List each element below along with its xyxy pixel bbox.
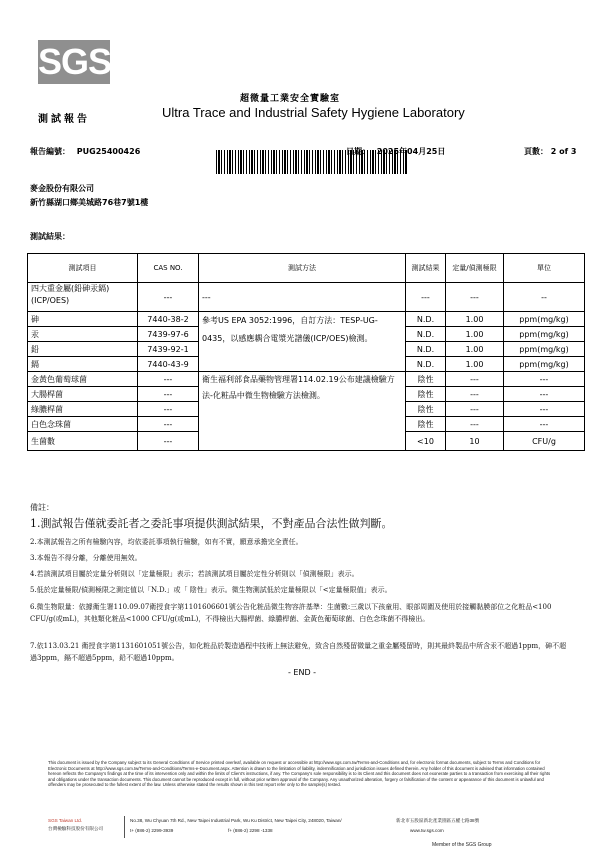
table-row	[28, 312, 585, 327]
cell-limit: ---	[446, 283, 504, 312]
cell-method-metals: 參考US EPA 3052:1996，自訂方法：TESP-UG-0435，以感應耦合電漿光譜儀(ICP/OES)檢測。	[199, 312, 406, 372]
table-header-row	[28, 254, 585, 283]
note-item: 4.若該測試項目屬於定量分析則以「定量極限」表示；若該測試項目屬於定性分析則以「偵測極限」表示。	[30, 570, 359, 578]
table-row	[28, 283, 585, 312]
cell-item: 砷	[28, 312, 138, 327]
report-number	[30, 146, 140, 157]
footer-phone: t+ (886-2) 2299-3939	[130, 828, 174, 833]
header-unit: 單位	[504, 254, 585, 283]
table-row	[28, 372, 585, 387]
cell-cas: 7439-92-1	[138, 342, 199, 357]
footer-member: Member of the SGS Group	[432, 842, 492, 848]
cell-item: 鎘	[28, 357, 138, 372]
cell-limit: 1.00	[446, 357, 504, 372]
cell-result: <10	[406, 432, 446, 451]
note-item: 7.依113.03.21 衛授食字第1131601051號公告，如化粧品於製造過程中技術上無法避免，致含自然殘留微量之重金屬殘留時，則其最終製品中所含汞不超過1ppm，砷不超過3ppm，鎘不超過5ppm，鉛不超過10ppm。	[30, 642, 567, 662]
page-number-label: 頁數：	[524, 147, 548, 156]
cell-cas: 7440-38-2	[138, 312, 199, 327]
header-cas: CAS NO.	[138, 254, 199, 283]
cell-result: 陰性	[406, 402, 446, 417]
cell-cas: ---	[138, 432, 199, 451]
cell-result: 陰性	[406, 372, 446, 387]
note-item: 1.測試報告僅就委託者之委託事項提供測試結果，不對產品合法性做判斷。	[30, 517, 393, 530]
cell-method: ---	[199, 283, 406, 312]
cell-cas: ---	[138, 387, 199, 402]
cell-item: 大腸桿菌	[28, 387, 138, 402]
cell-limit: 10	[446, 432, 504, 451]
cell-result: N.D.	[406, 327, 446, 342]
report-number-value: PUG25400426	[76, 147, 141, 156]
cell-cas: ---	[138, 372, 199, 387]
report-date-value: 2025年04月25日	[376, 147, 446, 156]
cell-unit: ---	[504, 387, 585, 402]
footer-company-en: SGS Taiwan Ltd.	[48, 818, 83, 823]
footer-web: www.tw.sgs.com	[410, 828, 444, 833]
cell-result: 陰性	[406, 387, 446, 402]
cell-result: ---	[406, 283, 446, 312]
cell-unit: ppm(mg/kg)	[504, 357, 585, 372]
cell-unit: ---	[504, 402, 585, 417]
cell-limit: 1.00	[446, 342, 504, 357]
report-number-label: 報告編號：	[30, 147, 70, 156]
cell-item: 汞	[28, 327, 138, 342]
footer-address-cn: 新北市五股區新北產業園區五權七路38號	[396, 818, 480, 823]
cell-method-micro: 衛生福利部食品藥物管理署114.02.19公布建議檢驗方法-化粧品中微生物檢驗方法檢測。	[199, 372, 406, 451]
note-item: 3.本報告不得分離，分離使用無效。	[30, 554, 142, 562]
cell-cas: 7439-97-6	[138, 327, 199, 342]
cell-item: 綠膿桿菌	[28, 402, 138, 417]
header-method: 測試方法	[199, 254, 406, 283]
cell-unit: ---	[504, 372, 585, 387]
client-address: 新竹縣湖口鄉美城路76巷7號1樓	[30, 198, 149, 207]
lab-name-en: Ultra Trace and Industrial Safety Hygiene Laboratory	[162, 105, 465, 120]
cell-limit: 1.00	[446, 312, 504, 327]
header-limit: 定量/偵測極限	[446, 254, 504, 283]
cell-cas: ---	[138, 283, 199, 312]
footer-fax: f+ (886-2) 2298 -1338	[228, 828, 273, 833]
cell-cas: 7440-43-9	[138, 357, 199, 372]
cell-result: N.D.	[406, 312, 446, 327]
cell-item: 四大重金屬(鉛砷汞鎘)(ICP/OES)	[28, 283, 138, 312]
cell-limit: ---	[446, 417, 504, 432]
cell-unit: ---	[504, 417, 585, 432]
cell-result: N.D.	[406, 342, 446, 357]
cell-cas: ---	[138, 417, 199, 432]
footer-disclaimer: This document is issued by the Company subject to its General Conditions of Service printed overleaf, available on request or accessible at http://www.sgs.com.tw/Terms-and-Conditions and, for electronic format documents, subject to Terms and Conditions for Electronic Documents at http://www.sgs.com.tw/Terms-and-Conditions/Terms-e-Document.aspx. Attention is drawn to the limitation of liability, indemnification and jurisdiction issues defined therein. Any holder of this document is advised that information contained hereon reflects the Company's findings at the time of its intervention only and within the limits of Client's instructions, if any. The Company's sole responsibility is to its Client and this document does not exonerate parties to a transaction from exercising all their rights and obligations under the transaction documents. This document cannot be reproduced except in full, without prior written approval of the Company. Any unauthorized alteration, forgery or falsification of the content or appearance of this document is unlawful and offenders may be prosecuted to the fullest extent of the law. Unless otherwise stated the results shown in this test report refer only to the sample(s) tested.	[48, 760, 551, 788]
footer-address-en: No.38, Wu Chyuan 7th Rd., New Taipei Industrial Park, Wu Ku District, New Taipei City, 248020, Taiwan/	[130, 818, 342, 823]
cell-unit: ppm(mg/kg)	[504, 342, 585, 357]
note-item: 5.低於定量極限/偵測極限之測定值以「N.D.」或「 陰性」表示。微生物測試低於定量極限以「<定量極限值」表示。	[30, 586, 392, 594]
cell-unit: ppm(mg/kg)	[504, 327, 585, 342]
note-item: 6.微生物限量：依據衛生署110.09.07衛授食字第1101606601號公告化粧品微生物容許基準：生菌數:三歲以下孩童用、眼部周圍及使用於接觸黏膜部位之化粧品<100 CFU/g(或mL)，其他類化粧品<1000 CFU/g(或mL)，不得檢出大腸桿菌、綠膿桿菌、金黃色葡萄球菌、白色念珠菌不得檢出。	[30, 603, 552, 623]
cell-limit: ---	[446, 372, 504, 387]
lab-name-cn: 超微量工業安全實驗室	[240, 94, 341, 104]
cell-unit: ppm(mg/kg)	[504, 312, 585, 327]
note-item: 2.本測試報告之所有檢驗內容，均依委託事項執行檢驗，如有不實，願意承擔完全責任。	[30, 538, 303, 546]
cell-item: 生菌數	[28, 432, 138, 451]
results-label: 測試結果：	[30, 232, 70, 241]
cell-limit: 1.00	[446, 327, 504, 342]
cell-limit: ---	[446, 387, 504, 402]
page-number-value: 2 of 3	[550, 147, 577, 156]
cell-limit: ---	[446, 402, 504, 417]
cell-result: 陰性	[406, 417, 446, 432]
cell-item: 鉛	[28, 342, 138, 357]
header-item: 測試項目	[28, 254, 138, 283]
cell-item: 金黃色葡萄球菌	[28, 372, 138, 387]
report-date-label: 日期：	[346, 147, 370, 156]
sgs-logo: SGS	[38, 41, 112, 82]
report-date	[346, 146, 445, 157]
report-title: 測試報告	[38, 114, 90, 125]
cell-unit: CFU/g	[504, 432, 585, 451]
footer-separator	[124, 816, 125, 838]
end-marker: - END -	[288, 668, 317, 677]
client-name: 麥金股份有限公司	[30, 184, 94, 193]
cell-item: 白色念珠菌	[28, 417, 138, 432]
footer-company-cn: 台灣檢驗科技股份有限公司	[48, 826, 104, 831]
results-table	[27, 253, 585, 451]
notes-label: 備註：	[30, 503, 54, 512]
cell-result: N.D.	[406, 357, 446, 372]
cell-cas: ---	[138, 402, 199, 417]
page-number	[524, 146, 576, 157]
header-result: 測試結果	[406, 254, 446, 283]
cell-unit: --	[504, 283, 585, 312]
